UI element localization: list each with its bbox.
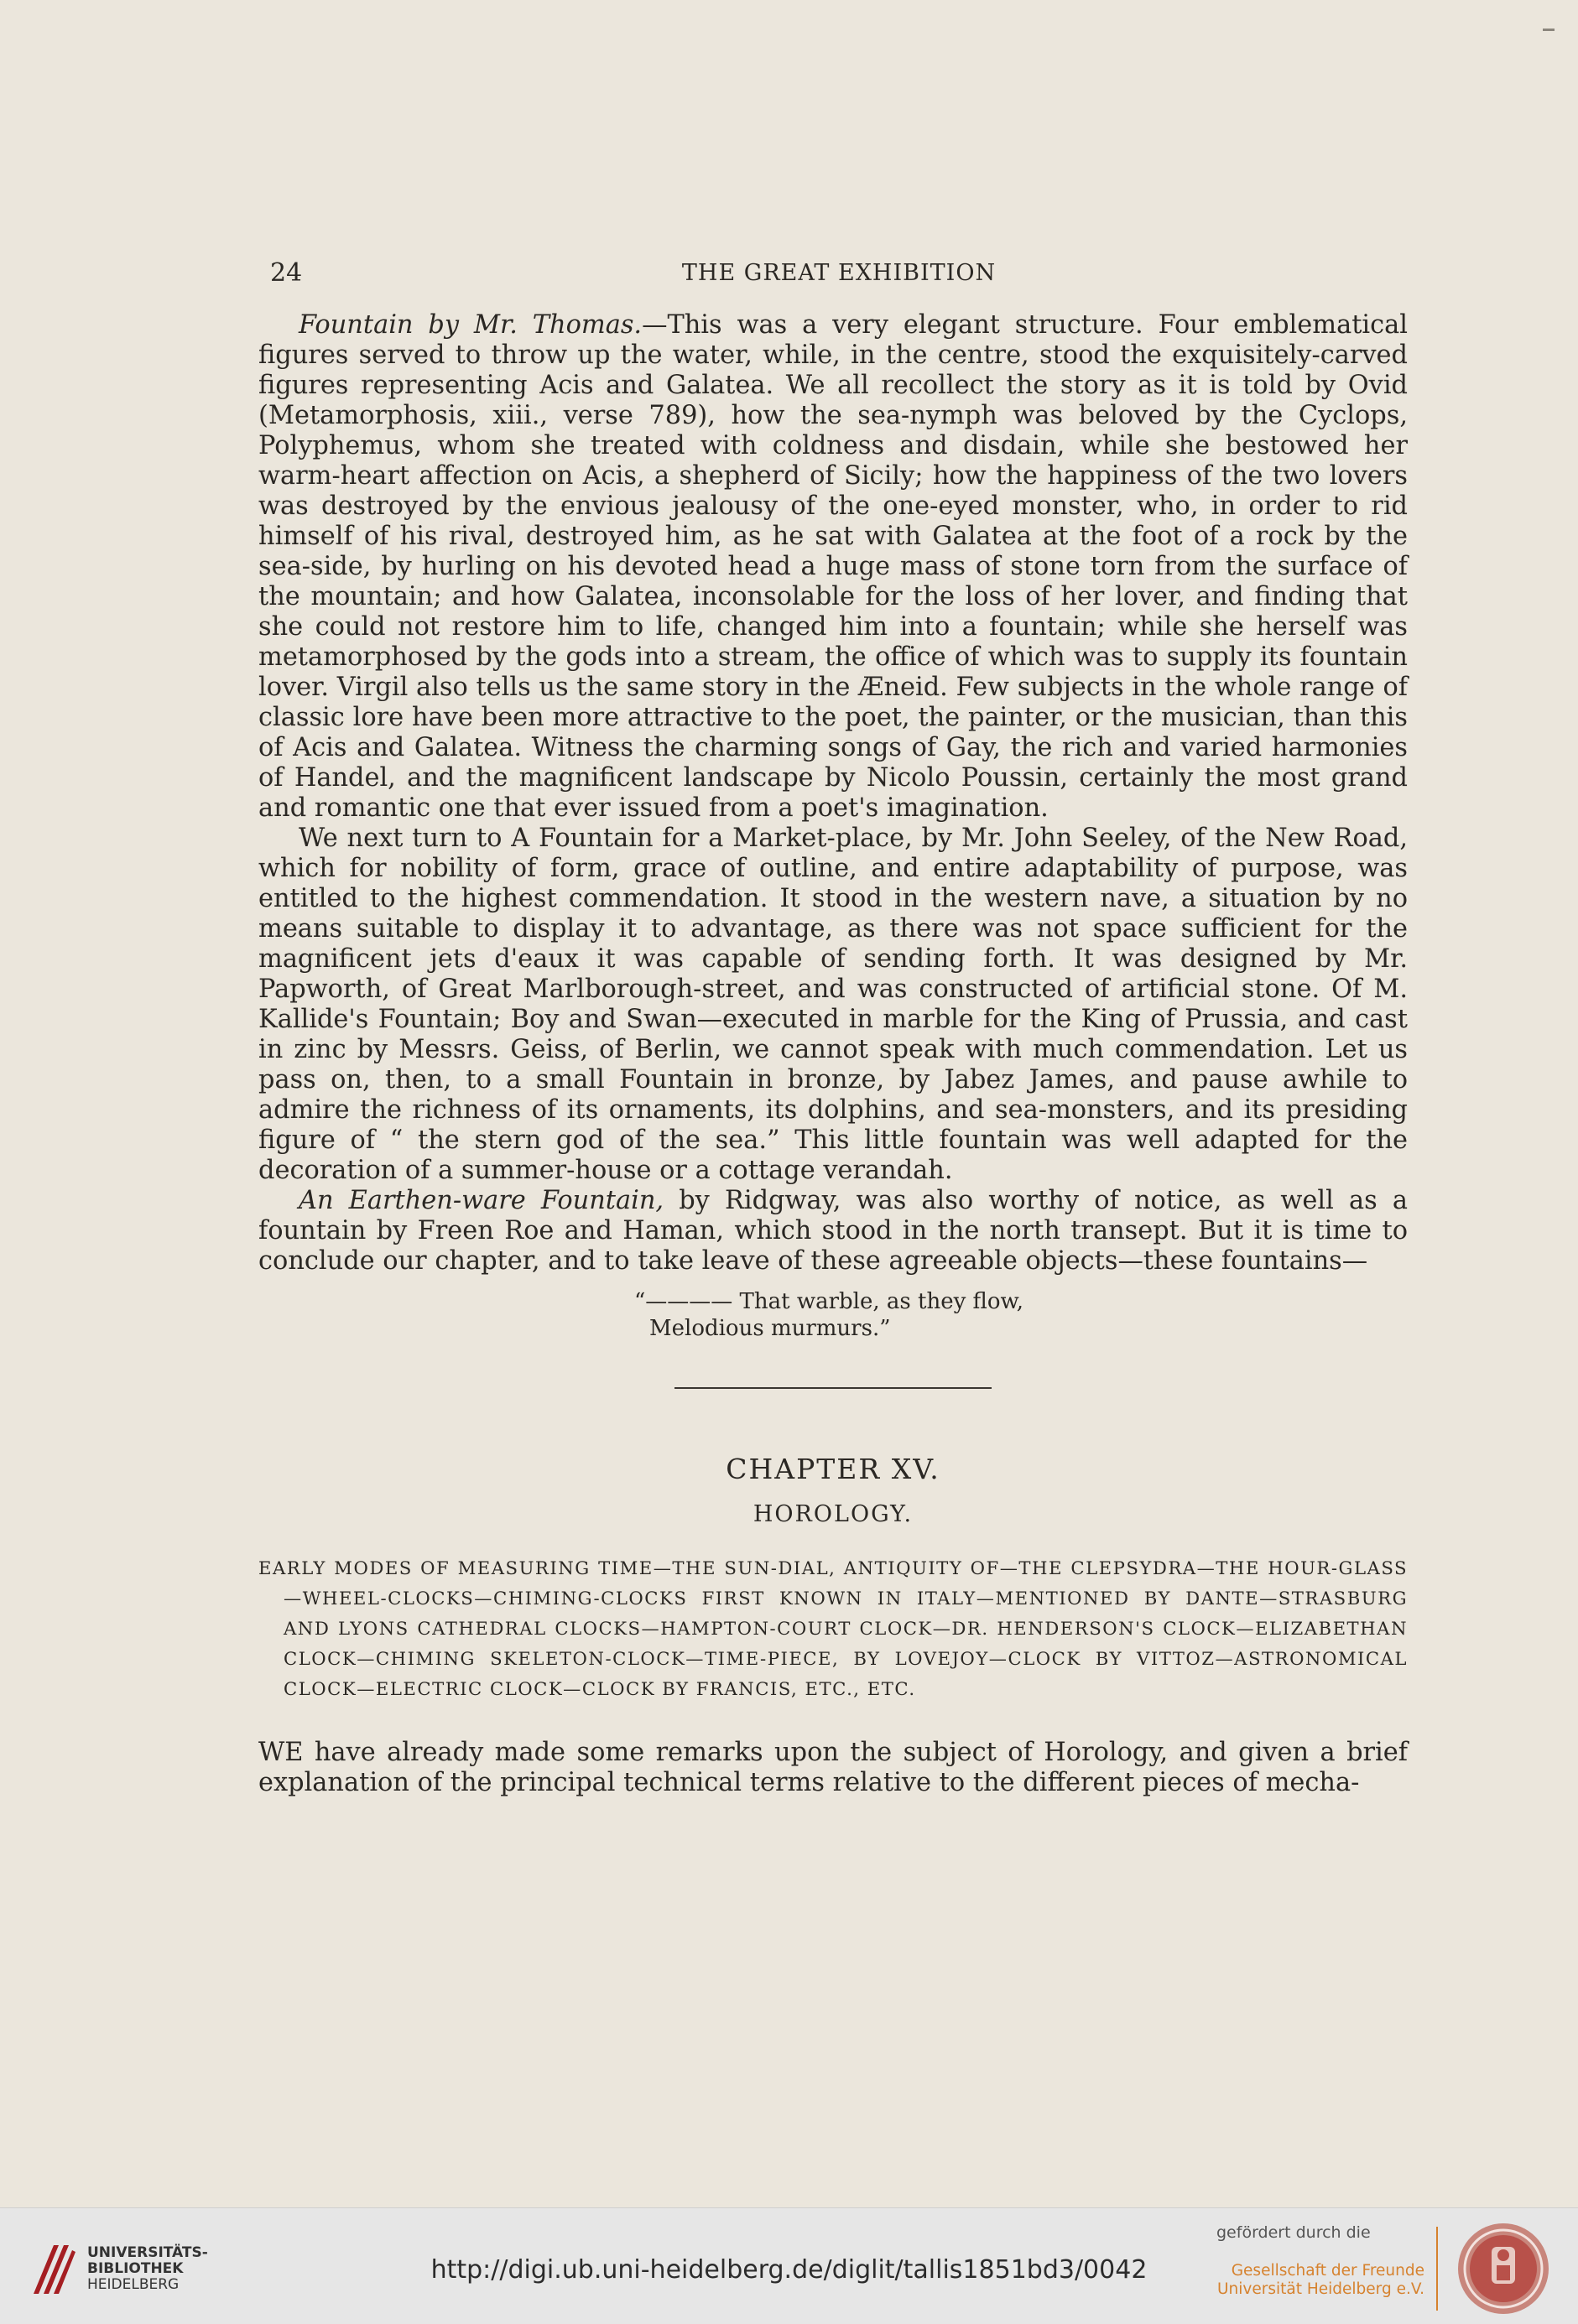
paragraph-lead: Fountain by Mr. Thomas. bbox=[299, 310, 643, 340]
society-name: Gesellschaft der Freunde Universität Heidelberg e.V. bbox=[1217, 2262, 1424, 2298]
paragraph bbox=[258, 824, 1408, 1186]
chapter-synopsis: EARLY MODES OF MEASURING TIME—THE SUN-DIAL, ANTIQUITY OF—THE CLEPSYDRA—THE HOUR-GLASS—WHEEL-CLOCKS—CHIMING-CLOCKS FIRST KNOWN IN ITALY—MENTIONED BY DANTE—STRASBURG AND LYONS CATHEDRAL CLOCKS—HAMPTON-COURT CLOCK—DR. HENDERSON'S CLOCK—ELIZABETHAN CLOCK—CHIMING SKELETON-CLOCK—TIME-PIECE, BY LOVEJOY—CLOCK BY VITTOZ—ASTRONOMICAL CLOCK—ELECTRIC CLOCK—CLOCK BY FRANCIS, ETC., ETC. bbox=[258, 1557, 1408, 1699]
running-head bbox=[270, 258, 1408, 292]
verse-line: “———— That warble, as they flow, bbox=[634, 1289, 1023, 1314]
edge-mark bbox=[1543, 29, 1555, 31]
running-title: THE GREAT EXHIBITION bbox=[681, 260, 997, 286]
chapter-heading: CHAPTER XV. bbox=[726, 1453, 940, 1485]
viewer-footer bbox=[0, 2207, 1578, 2324]
section-divider bbox=[674, 1387, 992, 1389]
page-number: 24 bbox=[270, 258, 303, 288]
paragraph-text: —This was a very elegant structure. Four emblematical figures served to throw up the water, while, in the centre, stood the exquisitely-carved figures representing Acis and Galatea. We all recollect the story as it is told by Ovid (Metamorphosis, xiii., verse 789), how the sea-nymph was beloved by the Cyclops, Polyphemus, whom she treated with coldness and disdain, while she bestowed her warm-heart affection on Acis, a shepherd of Sicily; how the happiness of the two lovers was destroyed by the envious jealousy of the one-eyed monster, who, in order to rid himself of his rival, destroyed him, as he sat with Galatea at the foot of a rock by the sea-side, by hurling on his devoted head a huge mass of stone torn from the surface of the mountain; and how Galatea, inconsolable for the loss of her lover, and finding that she could not restore him to life, changed him into a fountain; while she herself was metamorphosed by the gods into a stream, the office of which was to supply its fountain lover. Virgil also tells us the same story in the Æneid. Few subjects in the whole range of classic lore have been more attractive to the poet, the painter, or the musician, than this of Acis and Galatea. Witness the charming songs of Gay, the rich and varied harmonies of Handel, and the magnificent landscape by Nicolo Poussin, certainly the most grand and romantic one that ever issued from a poet's imagination. bbox=[258, 310, 1408, 823]
funded-by-label: gefördert durch die bbox=[1216, 2223, 1371, 2242]
verse-line: Melodious murmurs.” bbox=[649, 1316, 891, 1341]
paragraph: WE have already made some remarks upon the subject of Horology, and given a brief explanation of the principal technical terms relative to the different pieces of mecha- bbox=[258, 1738, 1408, 1797]
chapter-body bbox=[258, 1738, 1408, 1798]
footer-divider bbox=[1436, 2227, 1438, 2311]
paragraph-text: We next turn to A Fountain for a Market-place, by Mr. John Seeley, of the New Road, which for nobility of form, grace of outline, and entire adaptability of purpose, was entitled to the highest commendation. It stood in the western nave, a situation by no means suitable to display it to advantage, as there was not space sufficient for the magnificent jets d'eaux it was capable of sending forth. It was designed by Mr. Papworth, of Great Marlborough-street, and was constructed of artificial stone. Of M. Kallide's Fountain; Boy and Swan—executed in marble for the King of Prussia, and cast in zinc by Messrs. Geiss, of Berlin, we cannot speak with much commendation. Let us pass on, then, to a small Fountain in bronze, by Jabez James, and pause awhile to admire the richness of its ornaments, its dolphins, and sea-monsters, and its presiding figure of “ the stern god of the sea.” This little fountain was well adapted for the decoration of a summer-house or a cottage verandah. bbox=[258, 824, 1408, 1185]
paragraph bbox=[258, 310, 1408, 824]
university-seal-icon bbox=[1456, 2222, 1550, 2316]
body-text bbox=[258, 310, 1408, 1798]
chapter-subject: HOROLOGY. bbox=[753, 1501, 914, 1527]
paragraph bbox=[258, 1186, 1408, 1276]
paragraph-lead: An Earthen-ware Fountain, bbox=[299, 1186, 664, 1215]
library-name: UNIVERSITÄTS- BIBLIOTHEK HEIDELBERG bbox=[87, 2244, 208, 2293]
paragraph-text: by Ridgway, was also worthy of notice, as well as a fountain by Freen Roe and Haman, which stood in the north transept. But it is time to conclude our chapter, and to take leave of these agreeable objects—these fountains— bbox=[258, 1186, 1408, 1276]
permalink-url[interactable]: http://digi.ub.uni-heidelberg.de/diglit/tallis1851bd3/0042 bbox=[430, 2255, 1148, 2285]
verse-quote bbox=[634, 1288, 1408, 1342]
